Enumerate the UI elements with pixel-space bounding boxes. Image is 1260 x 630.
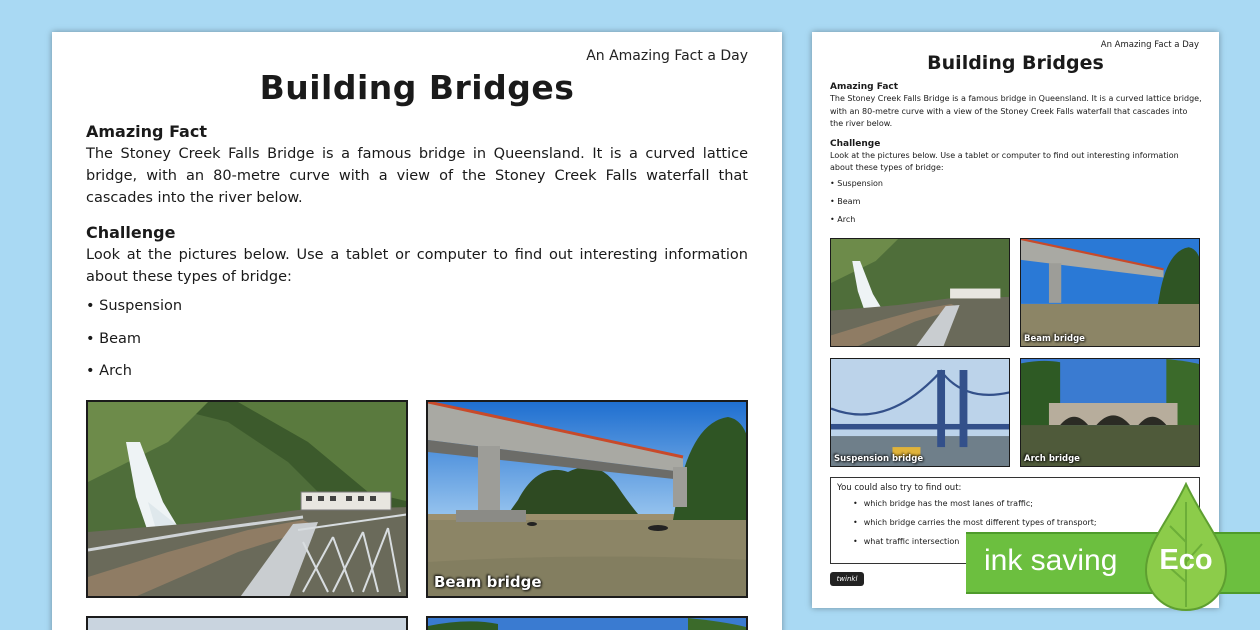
eco-label: Eco bbox=[1159, 544, 1213, 576]
list-item: • Arch bbox=[830, 214, 856, 224]
list-item: • Beam bbox=[830, 196, 861, 206]
beam-bridge-caption: Beam bridge bbox=[1024, 334, 1085, 344]
challenge-heading: Challenge bbox=[830, 138, 881, 149]
worksheet-page-large bbox=[52, 32, 782, 630]
stoney-creek-bridge-photo bbox=[830, 238, 1010, 347]
list-item: • Beam bbox=[86, 330, 142, 347]
fact-text: The Stoney Creek Falls Bridge is a famous bridge in Queensland. It is a curved lattice bridge, with an 80-metre curve with a view of the Stoney Creek Falls waterfall that cascades into the river below. bbox=[830, 94, 1202, 128]
page-content bbox=[86, 122, 748, 394]
list-item: • Arch bbox=[86, 363, 132, 379]
twinkl-logo: twinkl bbox=[830, 572, 864, 586]
suspension-bridge-photo bbox=[830, 358, 1010, 467]
page-title: Building Bridges bbox=[927, 52, 1104, 74]
list-item: • which bridge carries the most different types of transport; bbox=[853, 518, 1193, 527]
list-item: • which bridge has the most lanes of traffic; bbox=[853, 499, 1193, 508]
eco-drop-icon bbox=[1144, 482, 1228, 614]
fact-text: The Stoney Creek Falls Bridge is a famous bridge in Queensland. It is a curved lattice bridge, with an 80-metre curve with a view of the Stoney Creek Falls waterfall that cascades into the river below. bbox=[86, 146, 748, 206]
arch-bridge-photo bbox=[1020, 358, 1200, 467]
fact-heading: Amazing Fact bbox=[830, 82, 899, 92]
list-item: • what traffic intersection bbox=[853, 537, 1193, 546]
bridge-type-list bbox=[830, 179, 1202, 225]
list-item: • Suspension bbox=[830, 178, 884, 188]
fact-heading: Amazing Fact bbox=[86, 122, 207, 141]
challenge-text: Look at the pictures below. Use a tablet or computer to find out interesting information about these types of bridge: bbox=[830, 150, 1179, 172]
beam-bridge-caption: Beam bridge bbox=[434, 573, 542, 591]
suspension-bridge-photo bbox=[86, 616, 408, 630]
beam-bridge-photo bbox=[426, 400, 748, 598]
suspension-bridge-caption: Suspension bridge bbox=[834, 454, 924, 464]
page-title: Building Bridges bbox=[259, 68, 575, 107]
arch-bridge-photo bbox=[426, 616, 748, 630]
bridge-type-list bbox=[86, 296, 748, 381]
beam-bridge-photo bbox=[1020, 238, 1200, 347]
page-header-tag: An Amazing Fact a Day bbox=[586, 48, 748, 64]
ink-saving-label: ink saving bbox=[984, 544, 1118, 577]
challenge-text: Look at the pictures below. Use a tablet or computer to find out interesting information about these types of bridge: bbox=[86, 247, 748, 285]
page-content bbox=[830, 82, 1202, 233]
list-item: • Suspension bbox=[86, 298, 183, 314]
page-header-tag: An Amazing Fact a Day bbox=[1100, 40, 1199, 50]
arch-bridge-caption: Arch bridge bbox=[1024, 454, 1080, 464]
extension-lead: You could also try to find out: bbox=[837, 483, 962, 493]
challenge-heading: Challenge bbox=[86, 223, 176, 242]
stoney-creek-bridge-photo bbox=[86, 400, 408, 598]
